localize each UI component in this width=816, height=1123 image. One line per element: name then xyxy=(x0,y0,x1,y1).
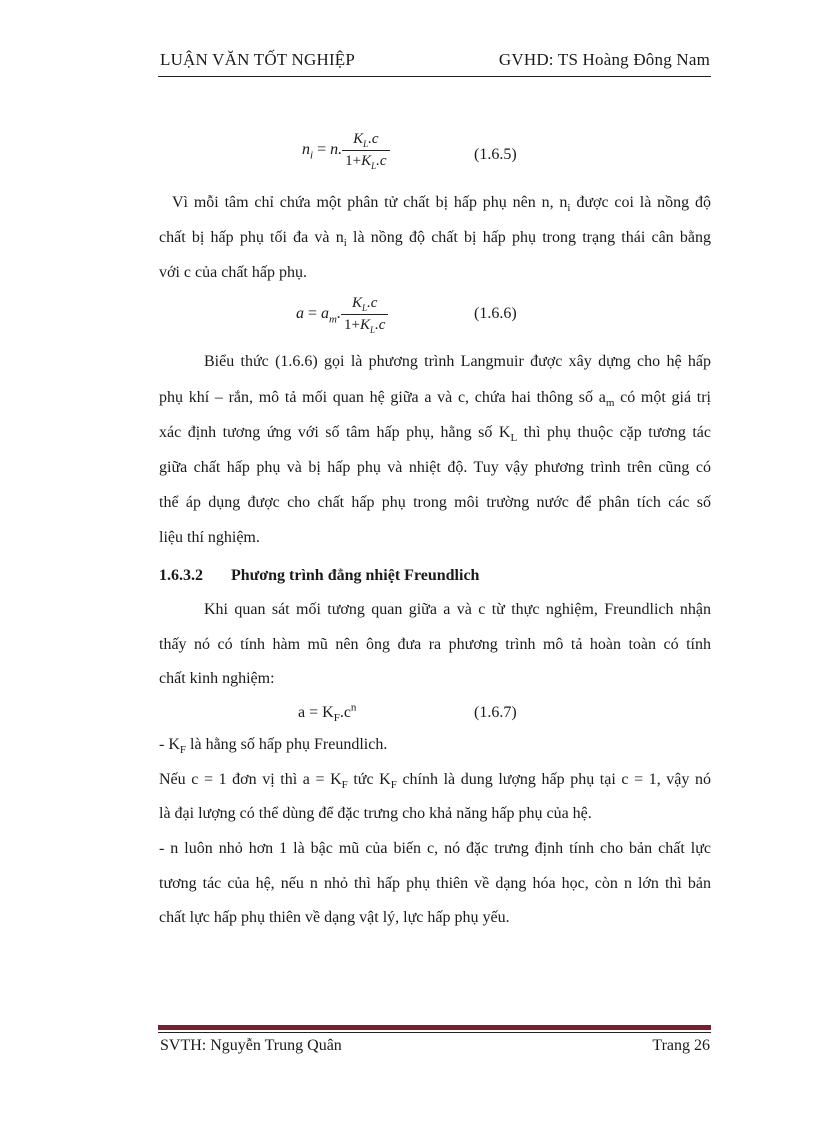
text-run: chính là dung lượng hấp phụ tại c = 1, vậy nó xyxy=(396,771,711,788)
eq-num-sub: L xyxy=(361,303,367,313)
equation-1-6-5 xyxy=(302,131,390,170)
paragraph-4-line-3: là đại lượng có thể dùng để đặc trưng cho khả năng hấp phụ của hệ. xyxy=(159,805,592,822)
paragraph-2-line-5: thể áp dụng được cho chất hấp phụ trong môi trường nước để phân tích các số xyxy=(159,494,711,511)
eq-den-sub: L xyxy=(369,325,375,335)
eq-num-tail: .c xyxy=(367,295,378,311)
footer-student-name: SVTH: Nguyễn Trung Quân xyxy=(160,1037,342,1054)
text-run: xác định tương ứng với số tâm hấp phụ, hằng số K xyxy=(159,424,511,441)
eq-fraction xyxy=(342,131,389,170)
paragraph-1-line-1 xyxy=(172,194,711,215)
section-number: 1.6.3.2 xyxy=(159,567,203,584)
eq-num-k: K xyxy=(353,131,364,147)
header-divider xyxy=(158,76,711,77)
eq-equals: = xyxy=(308,305,318,323)
eq-denominator xyxy=(341,315,388,334)
text-run: chất bị hấp phụ tối đa và n xyxy=(159,229,344,246)
text-run: - K xyxy=(159,736,180,753)
footer-divider-thick xyxy=(158,1025,711,1030)
eq-den-k: K xyxy=(359,317,370,333)
text-run: tức K xyxy=(347,771,391,788)
eq-lhs-sub: i xyxy=(310,149,314,162)
eq-num-tail: .c xyxy=(368,131,379,147)
footer-page-number: Trang 26 xyxy=(652,1037,710,1054)
eq-den-head: 1+ xyxy=(343,317,360,333)
eq-numerator xyxy=(341,295,388,315)
text-sub: i xyxy=(567,202,571,215)
eq-den-tail: .c xyxy=(374,317,386,333)
paragraph-3-line-3: chất kinh nghiệm: xyxy=(159,670,275,687)
text-sub: F xyxy=(390,779,397,792)
paragraph-3-line-1: Khi quan sát mối tương quan giữa a và c từ thực nghiệm, Freundlich nhận xyxy=(204,601,711,618)
eq-sup: n xyxy=(350,701,357,714)
paragraph-4-line-1 xyxy=(159,736,711,757)
paragraph-1-line-3: với c của chất hấp phụ. xyxy=(159,264,307,281)
eq-equals: = xyxy=(317,141,327,159)
equation-1-6-7 xyxy=(298,701,357,725)
footer-divider-thin xyxy=(158,1032,711,1033)
eq-fraction xyxy=(341,295,388,334)
text-run: được coi là nồng độ xyxy=(570,194,711,211)
text-run: có một giá trị xyxy=(614,389,711,406)
paragraph-2-line-6: liệu thí nghiệm. xyxy=(159,529,260,546)
eq-den-head: 1+ xyxy=(345,153,362,169)
eq-num-k: K xyxy=(351,295,362,311)
eq-prefix-tail: . xyxy=(336,305,341,323)
eq-lhs: a xyxy=(296,305,304,323)
eq-lhs: a = K xyxy=(298,704,334,721)
eq-prefix: n. xyxy=(330,141,343,159)
text-sub: i xyxy=(343,237,347,250)
text-sub: m xyxy=(605,397,615,410)
text-sub: L xyxy=(510,432,518,445)
paragraph-2-line-4: giữa chất hấp phụ và bị hấp phụ và nhiệt độ. Tuy vậy phương trình trên cũng có xyxy=(159,459,711,476)
paragraph-4-line-4: - n luôn nhỏ hơn 1 là bậc mũ của biến c, nó đặc trưng định tính cho bản chất lực xyxy=(159,840,711,857)
header-thesis-title: LUẬN VĂN TỐT NGHIỆP xyxy=(160,50,356,69)
eq-den-sub: L xyxy=(371,161,377,171)
eq-den-k: K xyxy=(361,153,372,169)
section-title: Phương trình đẳng nhiệt Freundlich xyxy=(231,567,480,584)
text-run: Nếu c = 1 đơn vị thì a = K xyxy=(159,771,342,788)
text-run: phụ khí – rắn, mô tả mối quan hệ giữa a và c, chứa hai thông số a xyxy=(159,389,606,406)
paragraph-4-line-2 xyxy=(159,771,711,792)
text-run: là hằng số hấp phụ Freundlich. xyxy=(186,736,388,753)
eq-mid: .c xyxy=(339,704,351,721)
paragraph-4-line-5: tương tác của hệ, nếu n nhỏ thì hấp phụ thiên về dạng hóa học, còn n lớn thì bản xyxy=(159,875,711,892)
eq-lhs: n xyxy=(302,141,310,159)
paragraph-2-line-2 xyxy=(159,389,711,410)
equation-number-1-6-7: (1.6.7) xyxy=(474,704,517,721)
paragraph-1-line-2 xyxy=(159,229,711,250)
equation-number-1-6-6: (1.6.6) xyxy=(474,305,517,322)
text-sub: F xyxy=(179,744,187,757)
text-run: thì phụ thuộc cặp tương tác xyxy=(517,424,711,441)
eq-numerator xyxy=(342,131,389,151)
paragraph-2-line-3 xyxy=(159,424,711,445)
section-heading xyxy=(159,567,479,585)
eq-prefix: a xyxy=(321,305,330,323)
eq-prefix-sub: m xyxy=(329,313,337,326)
paragraph-3-line-2: thấy nó có tính hàm mũ nên ông đưa ra phương trình mô tả hoàn toàn có tính xyxy=(159,636,711,653)
eq-sub: F xyxy=(333,712,340,725)
paragraph-2-line-1: Biểu thức (1.6.6) gọi là phương trình Langmuir được xây dựng cho hệ hấp xyxy=(204,353,711,370)
equation-number-1-6-5: (1.6.5) xyxy=(474,146,517,163)
eq-denominator xyxy=(342,151,389,170)
equation-1-6-6 xyxy=(296,295,388,334)
eq-den-tail: .c xyxy=(376,153,387,169)
eq-num-sub: L xyxy=(363,139,369,149)
paragraph-4-line-6: chất lực hấp phụ thiên về dạng vật lý, lực hấp phụ yếu. xyxy=(159,909,510,926)
text-run: Vì mỗi tâm chỉ chứa một phân tử chất bị hấp phụ nên n, n xyxy=(172,194,568,211)
header-advisor: GVHD: TS Hoàng Đông Nam xyxy=(498,50,710,69)
text-run: là nồng độ chất bị hấp phụ trong trạng thái cân bằng xyxy=(346,229,711,246)
text-sub: F xyxy=(341,779,348,792)
